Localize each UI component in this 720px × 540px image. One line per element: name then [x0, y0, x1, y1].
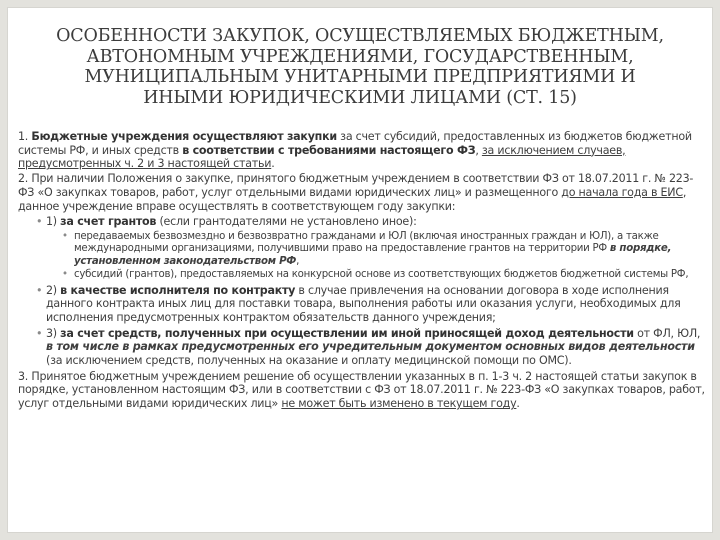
item-text: ,	[296, 255, 300, 267]
underlined-text: до начала года в ЕИС	[561, 185, 683, 199]
item-number: 3)	[46, 326, 61, 340]
item-text: (если грантодателями не установлено иное):	[156, 215, 417, 229]
title-line: ИНЫМИ ЮРИДИЧЕСКИМИ ЛИЦАМИ (СТ. 15)	[143, 87, 577, 108]
item-text: (за исключением средств, полученных на оказание и оплату медицинской помощи по ОМС).	[46, 354, 572, 368]
title-line: ОСОБЕННОСТИ ЗАКУПОК, ОСУЩЕСТВЛЯЕМЫХ БЮДЖЕТНЫМ,	[56, 26, 664, 46]
paragraph-text: 3. Принятое бюджетным учреждением решение об осуществлении указанных в п. 1-3 ч. 2 настоящей статьи закупок в порядке, установленном настоящим ФЗ, или в соответствии с ФЗ от 18.07.2011 г. № 223-ФЗ «О закупках товаров, работ, услуг отдельными видами юридических лиц»	[18, 369, 705, 411]
item-number: 1)	[46, 215, 61, 229]
bold-italic-text: в порядке, установленном законодательством РФ	[74, 243, 672, 267]
underlined-text: за исключением случаев, предусмотренных ч. 2 и 3 настоящей статьи	[18, 143, 626, 171]
bold-text: за счет грантов	[60, 215, 157, 229]
item-text: в случае привлечения на основании договора в ходе исполнения данного контракта иных лиц для поставки товара, выполнения работы или оказания услуги, необходимых для исполнения предусмотренных контрактом обязательств данного учреждения;	[46, 283, 681, 324]
item-text: передаваемых безвозмездно и безвозвратно гражданами и ЮЛ (включая иностранных граждан и ЮЛ), а также международными организациями, получившими право на предоставление грантов на территории РФ	[74, 230, 659, 255]
sub-list-item	[18, 231, 708, 268]
list-item	[18, 327, 708, 368]
list-item	[18, 284, 708, 325]
paragraph-text: .	[271, 157, 275, 171]
paragraph-text: ,	[475, 143, 482, 157]
paragraph-text: , данное учреждение вправе осуществлять в соответствующем году закупки:	[18, 185, 687, 213]
paragraph-1	[18, 130, 708, 171]
paragraph-text: за счет субсидий, предоставленных из бюджетов бюджетной системы РФ, и иных средств	[18, 130, 692, 157]
bold-italic-text: в том числе в рамках предусмотренных его учредительным документом основных видов деятельности	[46, 340, 695, 354]
bold-text: в соответствии с требованиями настоящего ФЗ	[182, 143, 476, 157]
item-text: от ФЛ, ЮЛ,	[633, 326, 701, 340]
item-number: 2)	[46, 283, 61, 297]
underlined-text: не может быть изменено в текущем году	[281, 397, 517, 411]
slide	[8, 8, 712, 532]
paragraph-text: .	[516, 397, 520, 411]
bullet-icon: •	[36, 283, 43, 297]
bullet-icon: •	[36, 215, 43, 229]
title-line: АВТОНОМНЫМ УЧРЕЖДЕНИЯМИ, ГОСУДАРСТВЕННЫМ,	[86, 46, 634, 67]
bold-text: за счет средств, полученных при осуществлении им иной приносящей доход деятельности	[60, 326, 634, 340]
paragraph-2	[18, 172, 708, 213]
item-text: субсидий (грантов), предоставляемых на конкурсной основе из соответствующих бюджетов бюджетной системы РФ,	[74, 269, 689, 281]
list-item	[18, 215, 708, 229]
paragraph-3	[18, 370, 708, 411]
sub-list-item	[18, 269, 708, 281]
content-body	[18, 130, 708, 412]
paragraph-text: 2. При наличии Положения о закупке, принятого бюджетным учреждением в соответствии ФЗ от 18.07.2011 г. № 223-ФЗ «О закупках товаров, работ, услуг отдельными видами юридических лиц» и размещенного	[18, 172, 694, 199]
page-title	[8, 26, 712, 108]
paragraph-number: 1.	[18, 130, 32, 143]
bold-text: Бюджетные учреждения осуществляют закупки	[31, 130, 337, 143]
bullet-icon: •	[36, 326, 43, 340]
bold-text: в качестве исполнителя по контракту	[60, 283, 296, 297]
title-line: МУНИЦИПАЛЬНЫМ УНИТАРНЫМИ ПРЕДПРИЯТИЯМИ И	[84, 67, 636, 87]
bullet-icon: •	[62, 230, 68, 242]
bullet-icon: •	[62, 269, 68, 281]
